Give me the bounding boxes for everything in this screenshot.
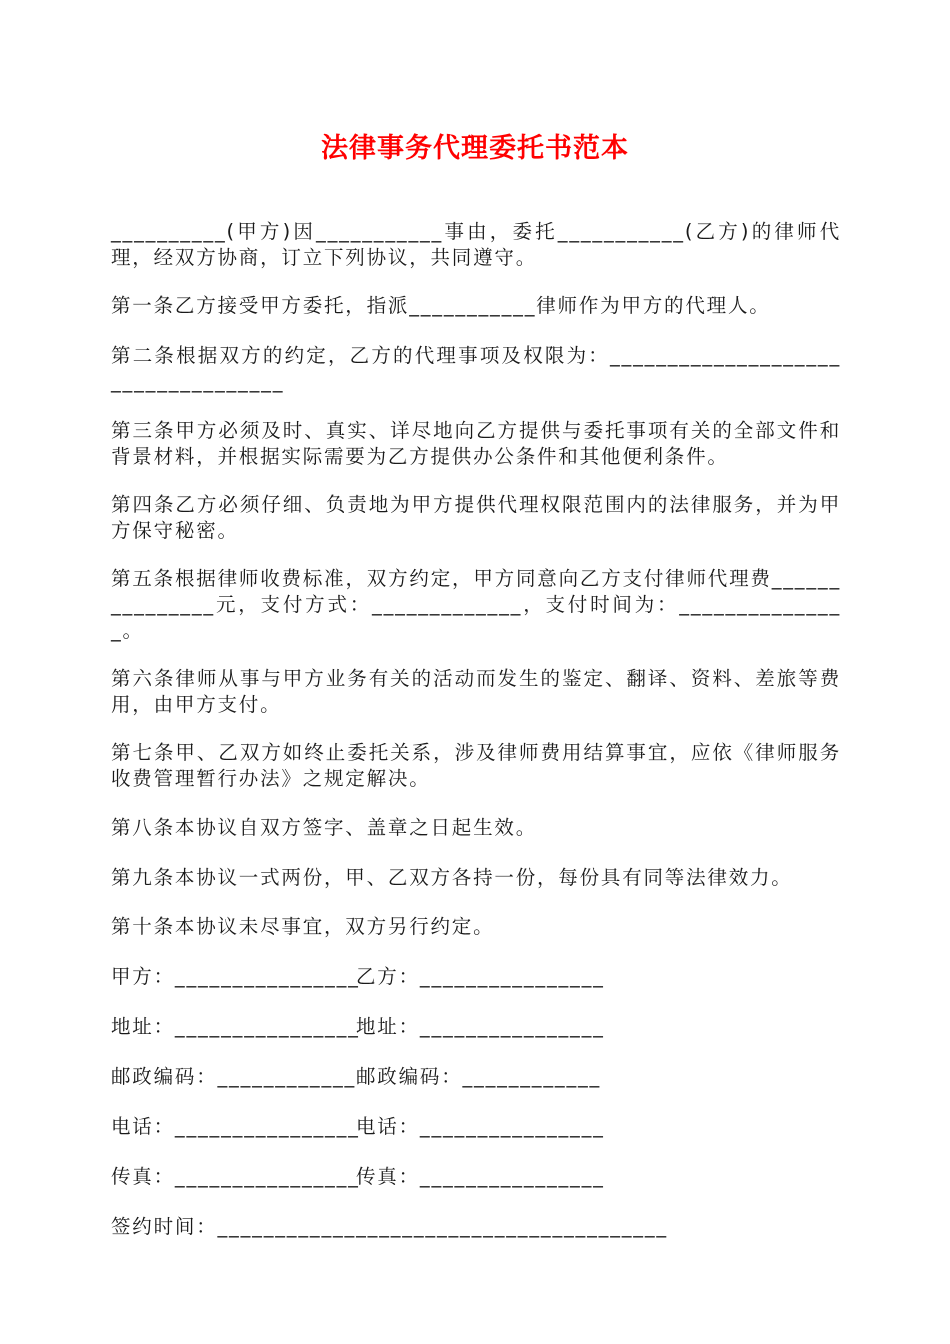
address-a-field: 地址：________________ xyxy=(111,1015,360,1038)
article-3: 第三条甲方必须及时、真实、详尽地向乙方提供与委托事项有关的全部文件和背景材料，并根据实际需要为乙方提供办公条件和其他便利条件。 xyxy=(111,419,841,468)
article-9: 第九条本协议一式两份，甲、乙双方各持一份，每份具有同等法律效力。 xyxy=(111,866,793,889)
article-4: 第四条乙方必须仔细、负责地为甲方提供代理权限范围内的法律服务，并为甲方保守秘密。 xyxy=(111,493,841,542)
postcode-a-field: 邮政编码：____________ xyxy=(111,1065,357,1088)
article-5: 第五条根据律师收费标准，双方约定，甲方同意向乙方支付律师代理费_______________元，支付方式：_____________，支付时间为：_______________。 xyxy=(111,567,841,642)
fax-a-field: 传真：________________ xyxy=(111,1165,360,1188)
address-b-field: 地址：________________ xyxy=(356,1015,605,1038)
article-8: 第八条本协议自双方签字、盖章之日起生效。 xyxy=(111,816,538,839)
party-b-field: 乙方：________________ xyxy=(356,965,605,988)
phone-b-field: 电话：________________ xyxy=(356,1115,605,1138)
document-title: 法律事务代理委托书范本 xyxy=(321,133,629,164)
article-7: 第七条甲、乙双方如终止委托关系，涉及律师费用结算事宜，应依《律师服务收费管理暂行办法》之规定解决。 xyxy=(111,741,841,790)
fax-b-field: 传真：________________ xyxy=(356,1165,605,1188)
party-a-field: 甲方：________________ xyxy=(111,965,360,988)
intro-paragraph: __________(甲方)因___________事由，委托___________(乙方)的律师代理，经双方协商，订立下列协议，共同遵守。 xyxy=(111,220,841,269)
article-10: 第十条本协议未尽事宜，双方另行约定。 xyxy=(111,915,495,938)
sign-date-field: 签约时间：_______________________________________ xyxy=(111,1215,668,1238)
article-6: 第六条律师从事与甲方业务有关的活动而发生的鉴定、翻译、资料、差旅等费用，由甲方支付。 xyxy=(111,667,841,716)
article-1: 第一条乙方接受甲方委托，指派___________律师作为甲方的代理人。 xyxy=(111,294,771,317)
postcode-b-field: 邮政编码：____________ xyxy=(356,1065,602,1088)
article-2: 第二条根据双方的约定，乙方的代理事项及权限为：___________________________________ xyxy=(111,344,841,393)
phone-a-field: 电话：________________ xyxy=(111,1115,360,1138)
